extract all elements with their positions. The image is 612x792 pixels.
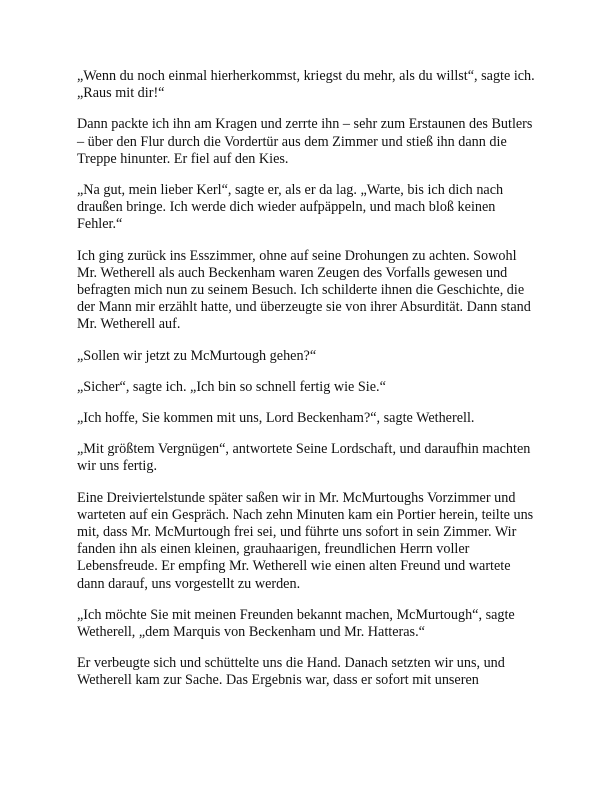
- paragraph-9: Eine Dreiviertelstunde später saßen wir in Mr. McMurtoughs Vorzimmer und warteten auf ein Gespräch. Nach zehn Minuten kam ein Portier herein, teilte uns mit, dass Mr. McMurtough frei sei, und führte uns sofort in sein Zimmer. Wir fanden ihn als einen kleinen, grauhaarigen, freundlichen Herrn voller Lebensfreude. Er empfing Mr. Wetherell wie einen alten Freund und wartete dann darauf, uns vorgestellt zu werden.: [77, 489, 534, 592]
- paragraph-1: „Wenn du noch einmal hierherkommst, kriegst du mehr, als du willst“, sagte ich. „Raus mit dir!“: [77, 68, 535, 102]
- paragraph-4: Ich ging zurück ins Esszimmer, ohne auf seine Drohungen zu achten. Sowohl Mr. Wetherell als auch Beckenham waren Zeugen des Vorfalls gewesen und befragten mich nun zu seinem Besuch. Ich schilderte ihnen die Geschichte, die der Mann mir erzählt hatte, und überzeugte sie von ihrer Absurdität. Dann stand Mr. Wetherell auf.: [77, 247, 531, 333]
- document-page: [77, 68, 539, 704]
- paragraph-7: „Ich hoffe, Sie kommen mit uns, Lord Beckenham?“, sagte Wetherell.: [77, 410, 475, 427]
- paragraph-5: „Sollen wir jetzt zu McMurtough gehen?“: [77, 347, 317, 364]
- paragraph-11: Er verbeugte sich und schüttelte uns die Hand. Danach setzten wir uns, und Wetherell kam zur Sache. Das Ergebnis war, dass er sofort mit unseren: [77, 655, 505, 689]
- paragraph-10: „Ich möchte Sie mit meinen Freunden bekannt machen, McMurtough“, sagte Wetherell, „dem Marquis von Beckenham und Mr. Hatteras.“: [77, 606, 515, 641]
- paragraph-6: „Sicher“, sagte ich. „Ich bin so schnell fertig wie Sie.“: [77, 378, 386, 395]
- paragraph-8: „Mit größtem Vergnügen“, antwortete Seine Lordschaft, und daraufhin machten wir uns fertig.: [77, 441, 531, 475]
- paragraph-3: „Na gut, mein lieber Kerl“, sagte er, als er da lag. „Warte, bis ich dich nach draußen bringe. Ich werde dich wieder aufpäppeln, und mach bloß keinen Fehler.“: [77, 182, 504, 233]
- paragraph-2: Dann packte ich ihn am Kragen und zerrte ihn – sehr zum Erstaunen des Butlers – über den Flur durch die Vordertür aus dem Zimmer und stieß ihn dann die Treppe hinunter. Er fiel auf den Kies.: [77, 116, 533, 167]
